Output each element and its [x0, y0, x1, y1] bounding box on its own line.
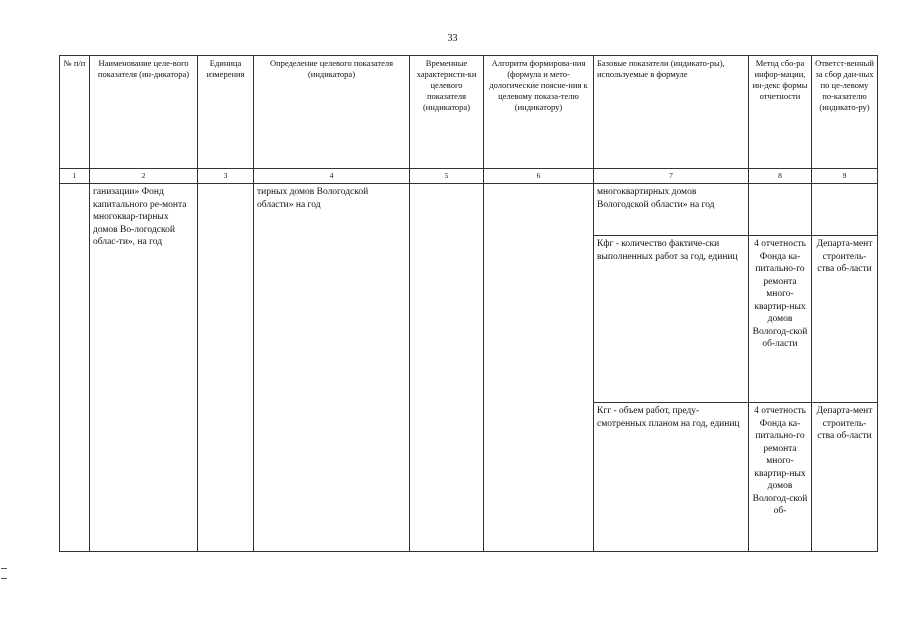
- responsible-cell: Департа-мент строитель-ства об-ласти: [812, 236, 878, 403]
- column-number: 6: [484, 169, 594, 184]
- column-number: 4: [254, 169, 410, 184]
- row-number-cell: [60, 184, 90, 552]
- base-indicator-cell: многоквартирных домов Вологодской области» на год: [594, 184, 749, 236]
- column-number: 2: [90, 169, 198, 184]
- method-cell: 4 отчетность Фонда ка-питально-го ремонта много-квартир-ных домов Вологод-ской об-: [749, 403, 812, 552]
- header-cell: Временные характеристи-ки целевого показателя (индикатора): [410, 56, 484, 169]
- table-header-row: [60, 56, 878, 169]
- margin-mark: [1, 568, 7, 569]
- header-cell: Алгоритм формирова-ния (формула и мето-дологические поясне-ния к целевому показа-телю (индикатору): [484, 56, 594, 169]
- unit-cell: [198, 184, 254, 552]
- column-number-row: [60, 169, 878, 184]
- base-indicator-cell: Кгг - объем работ, преду-смотренных планом на год, единиц: [594, 403, 749, 552]
- table-row: [60, 184, 878, 236]
- column-number: 1: [60, 169, 90, 184]
- base-indicator-cell: Кфг - количество фактиче-ски выполненных работ за год, единиц: [594, 236, 749, 403]
- header-cell: Базовые показатели (индикато-ры), используемые в формуле: [594, 56, 749, 169]
- algorithm-cell: [484, 184, 594, 552]
- indicator-name-cell: ганизации» Фонд капитального ре-монта многоквар-тирных домов Во-логодской облас-ти», на год: [90, 184, 198, 552]
- time-characteristics-cell: [410, 184, 484, 552]
- column-number: 8: [749, 169, 812, 184]
- header-cell: № п/п: [60, 56, 90, 169]
- responsible-cell: Департа-мент строитель-ства об-ласти: [812, 403, 878, 552]
- header-cell: Ответст-венный за сбор дан-ных по це-левому по-казателю (индикато-ру): [812, 56, 878, 169]
- header-cell: Единица измерения: [198, 56, 254, 169]
- margin-mark: [1, 578, 7, 579]
- method-cell: [749, 184, 812, 236]
- responsible-cell: [812, 184, 878, 236]
- column-number: 5: [410, 169, 484, 184]
- column-number: 3: [198, 169, 254, 184]
- header-cell: Наименование целе-вого показателя (ин-дикатора): [90, 56, 198, 169]
- method-cell: 4 отчетность Фонда ка-питально-го ремонта много-квартир-ных домов Вологод-ской об-ласти: [749, 236, 812, 403]
- indicator-table: [59, 55, 878, 552]
- definition-cell: тирных домов Вологодской области» на год: [254, 184, 410, 552]
- column-number: 9: [812, 169, 878, 184]
- column-number: 7: [594, 169, 749, 184]
- header-cell: Метод сбо-ра инфор-мации, ин-декс формы отчетности: [749, 56, 812, 169]
- page-number: 33: [447, 33, 458, 44]
- header-cell: Определение целевого показателя (индикатора): [254, 56, 410, 169]
